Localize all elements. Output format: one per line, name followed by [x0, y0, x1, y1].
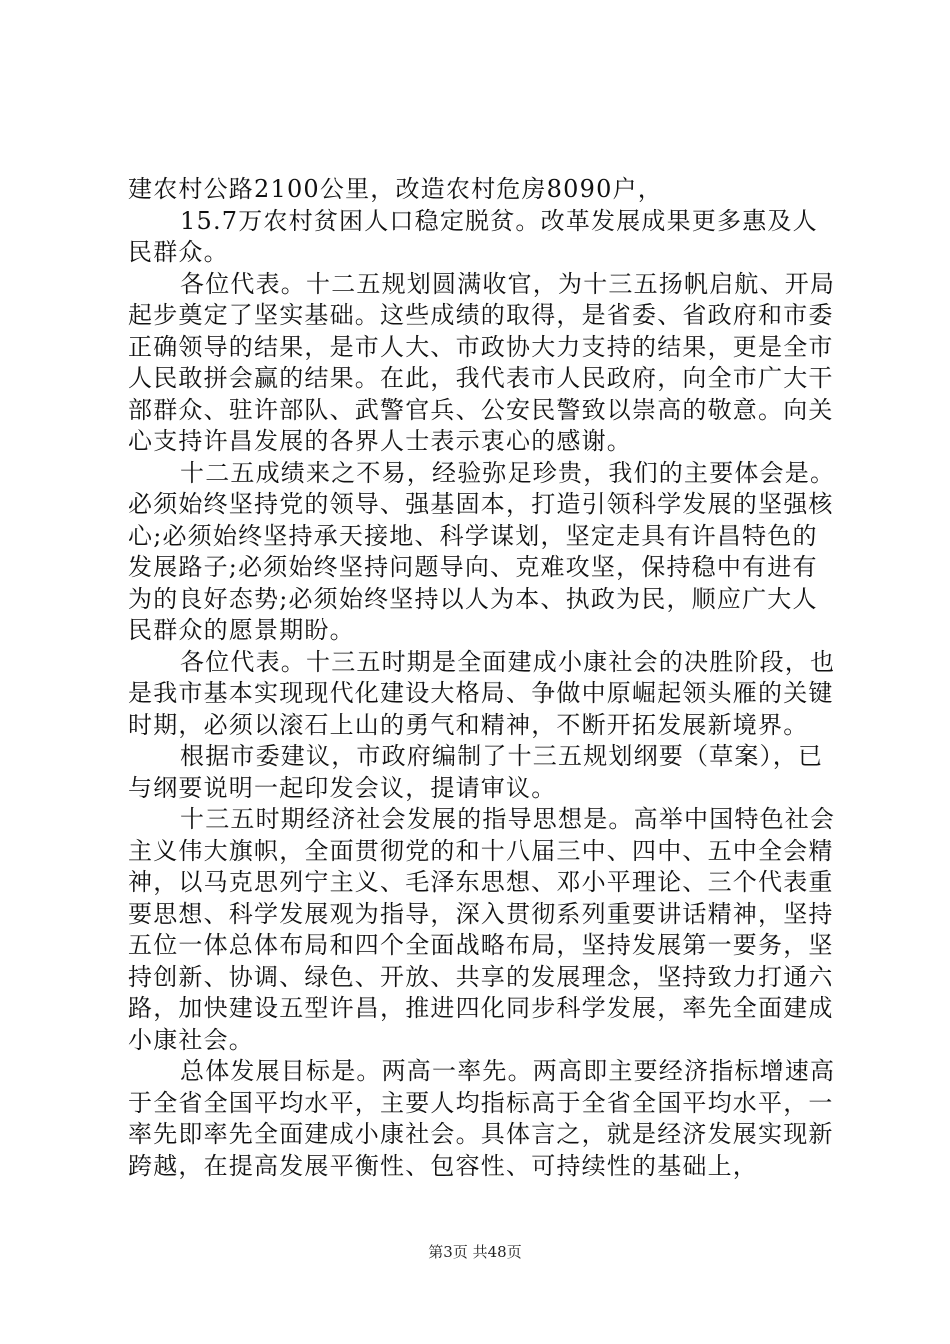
paragraph: 根据市委建议，市政府编制了十三五规划纲要（草案），已与纲要说明一起印发会议，提请审议。: [128, 742, 824, 802]
paragraph: 15.7万农村贫困人口稳定脱贫。改革发展成果更多惠及人民群众。: [128, 206, 818, 266]
paragraph: 十二五成绩来之不易，经验弥足珍贵，我们的主要体会是。必须始终坚持党的领导、强基固本，打造引领科学发展的坚强核心;必须始终坚持承天接地、科学谋划，坚定走具有许昌特色的发展路子;必须始终坚持问题导向、克难攻坚，保持稳中有进有为的良好态势;必须始终坚持以人为本、执政为民，顺应广大人民群众的愿景期盼。: [128, 458, 836, 644]
paragraph: 建农村公路2100公里，改造农村危房8090户，: [128, 175, 663, 203]
page-number-footer: 第3页 共48页: [428, 1243, 522, 1261]
paragraph: 各位代表。十二五规划圆满收官，为十三五扬帆启航、开局起步奠定了坚实基础。这些成绩的取得，是省委、省政府和市委正确领导的结果，是市人大、市政协大力支持的结果，更是全市人民敢拼会赢的结果。在此，我代表市人民政府，向全市广大干部群众、驻许部队、武警官兵、公安民警致以崇高的敬意。向关心支持许昌发展的各界人士表示衷心的感谢。: [128, 269, 836, 455]
paragraph: 各位代表。十三五时期是全面建成小康社会的决胜阶段，也是我市基本实现现代化建设大格局、争做中原崛起领头雁的关键时期，必须以滚石上山的勇气和精神，不断开拓发展新境界。: [128, 647, 836, 739]
paragraph: 总体发展目标是。两高一率先。两高即主要经济指标增速高于全省全国平均水平，主要人均指标高于全省全国平均水平，一率先即率先全面建成小康社会。具体言之，就是经济发展实现新跨越，在提高发展平衡性、包容性、可持续性的基础上，: [128, 1057, 836, 1180]
paragraph: 十三五时期经济社会发展的指导思想是。高举中国特色社会主义伟大旗帜，全面贯彻党的和十八届三中、四中、五中全会精神，以马克思列宁主义、毛泽东思想、邓小平理论、三个代表重要思想、科学发展观为指导，深入贯彻系列重要讲话精神，坚持五位一体总体布局和四个全面战略布局，坚持发展第一要务，坚持创新、协调、绿色、开放、共享的发展理念，坚持致力打通六路，加快建设五型许昌，推进四化同步科学发展，率先全面建成小康社会。: [128, 805, 836, 1054]
document-body: [128, 174, 838, 1182]
